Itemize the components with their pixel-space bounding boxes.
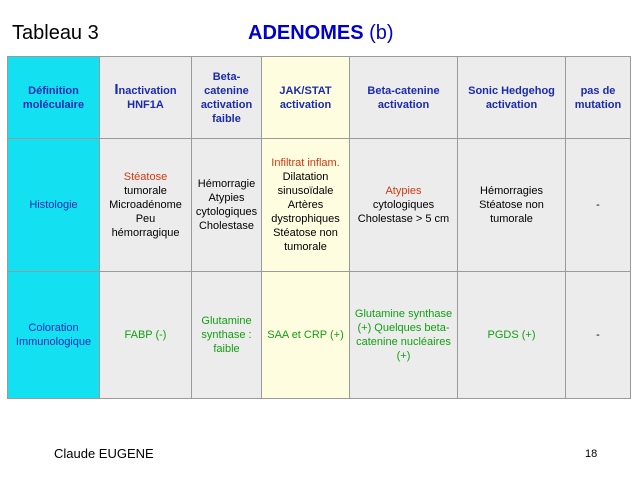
histo-col-jak-stat: Infiltrat inflam. Dilatation sinusoïdale Artères dystrophiques Stéatose non tumorale [262, 139, 350, 272]
head-col-hnf1a: Inactivation HNF1A [100, 57, 192, 139]
histologie-row [8, 139, 631, 272]
slide-label: Tableau 3 [12, 22, 99, 44]
footer-author: Claude EUGENE [54, 446, 154, 461]
header-row [8, 57, 631, 139]
color-col-sonic: PGDS (+) [458, 272, 566, 399]
title-main: ADENOMES [248, 22, 364, 44]
slide-title [248, 22, 394, 45]
histo-col-beta-faible: Hémorragie Atypies cytologiques Cholestase [192, 139, 262, 272]
head-col-pas-mutation: pas de mutation [566, 57, 631, 139]
histo-col-hnf1a: Stéatose tumorale Microadénome Peu hémorragique [100, 139, 192, 272]
adenomes-table [7, 56, 631, 399]
row-label-coloration: Coloration Immunologique [8, 272, 100, 399]
color-col-pas-mutation: - [566, 272, 631, 399]
title-suffix: (b) [369, 22, 394, 44]
head-col-beta-activation: Beta-catenine activation [350, 57, 458, 139]
color-col-hnf1a: FABP (-) [100, 272, 192, 399]
color-col-beta-faible: Glutamine synthase : faible [192, 272, 262, 399]
row-label-histologie: Histologie [8, 139, 100, 272]
head-col-jak-stat: JAK/STAT activation [262, 57, 350, 139]
histo-col-sonic: Hémorragies Stéatose non tumorale [458, 139, 566, 272]
color-col-jak-stat: SAA et CRP (+) [262, 272, 350, 399]
row-label-definition: Définition moléculaire [8, 57, 100, 139]
page-number: 18 [585, 448, 598, 460]
head-col-sonic: Sonic Hedgehog activation [458, 57, 566, 139]
head-col-beta-faible: Beta-catenine activation faible [192, 57, 262, 139]
histo-col-beta-activation: Atypies cytologiques Cholestase > 5 cm [350, 139, 458, 272]
coloration-row [8, 272, 631, 399]
histo-col-pas-mutation: - [566, 139, 631, 272]
color-col-beta-activation: Glutamine synthase (+) Quelques beta-catenine nucléaires (+) [350, 272, 458, 399]
